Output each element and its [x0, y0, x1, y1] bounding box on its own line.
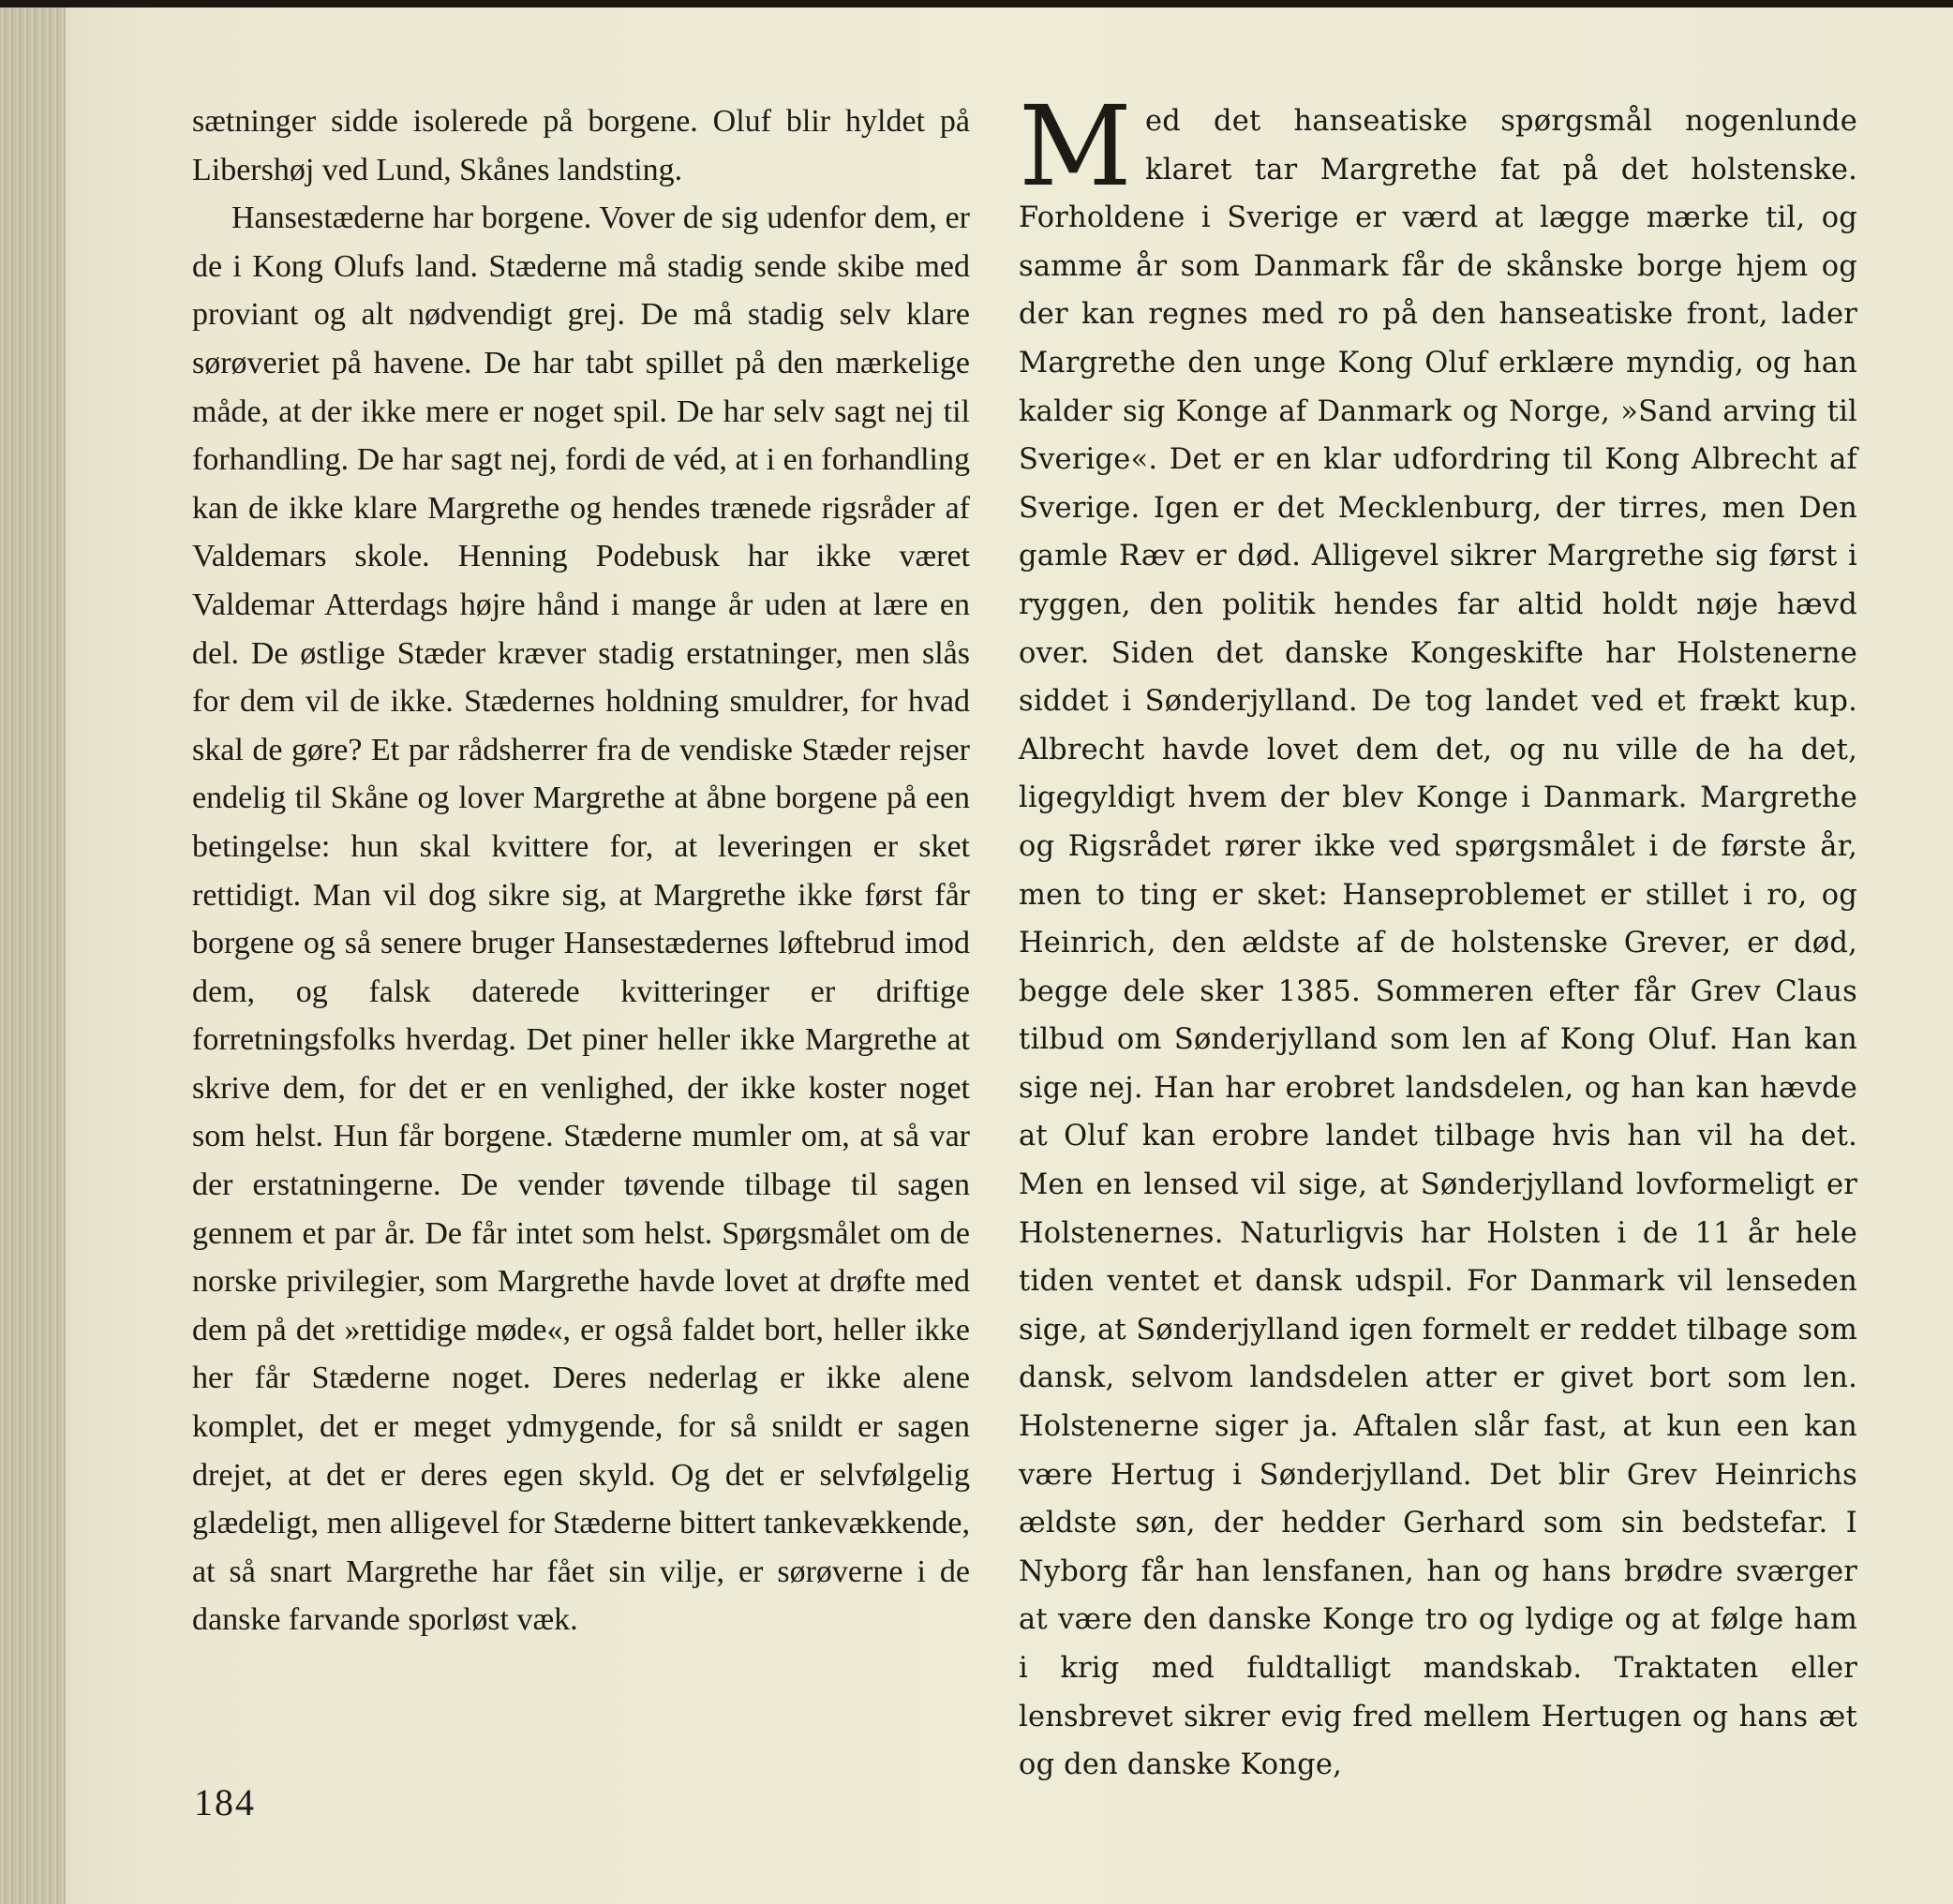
right-page-text — [1019, 82, 1857, 1790]
page-edges — [0, 0, 66, 1904]
right-paragraph-1 — [1019, 82, 1857, 1790]
left-paragraph-2: Hansestæderne har borgene. Vover de sig udenfor dem, er de i Kong Olufs land. Stæderne må stadig sende skibe med proviant og alt nødvendigt grej. De må stadig selv klare sørøveriet på havene. De har tabt spillet på den mærkelige måde, at der ikke mere er noget spil. De har selv sagt nej til forhandling. De har sagt nej, fordi de véd, at i en forhandling kan de ikke klare Margrethe og hendes trænede rigsråder af Valdemars skole. Henning Podebusk har ikke været Valdemar Atterdags højre hånd i mange år uden at lære en del. De østlige Stæder kræver stadig erstatninger, men slås for dem vil de ikke. Stædernes holdning smuldrer, for hvad skal de gøre? Et par rådsherrer fra de vendiske Stæder rejser endelig til Skåne og lover Margrethe at åbne borgene på een betingelse: hun skal kvittere for, at leveringen er sket rettidigt. Man vil dog sikre sig, at Margrethe ikke først får borgene og så senere bruger Hansestædernes løftebrud imod dem, og falsk daterede kvitteringer er driftige forretningsfolks hverdag. Det piner heller ikke Margrethe at skrive dem, for det er en venlighed, der ikke koster noget som helst. Hun får borgene. Stæderne mumler om, at så var der erstatningerne. De vender tøvende tilbage til sagen gennem et par år. De får intet som helst. Spørgsmålet om de norske privilegier, som Margrethe havde lovet at drøfte med dem på det »rettidige møde«, er også faldet bort, heller ikke her får Stæderne noget. Deres nederlag er ikke alene komplet, det er meget ydmygende, for så snildt er sagen drejet, at det er deres egen skyld. Og det er selvfølgelig glædeligt, men alligevel for Stæderne bittert tankevækkende, at så snart Margrethe har fået sin vilje, er sørøverne i de danske farvande sporløst væk. — [192, 201, 970, 1638]
right-paragraph-text: ed det hanseatiske spørgsmål nogenlunde klaret tar Margrethe fat på det holstenske. Forholdene i Sverige er værd at lægge mærke til, og samme år som Danmark får de skånske borge hjem og der kan regnes med ro på den hanseatiske front, lader Margrethe den unge Kong Oluf erklære myndig, og han kalder sig Konge af Danmark og Norge, »Sand arving til Sverige«. Det er en klar udfordring til Kong Albrecht af Sverige. Igen er det Mecklenburg, der tirres, men Den gamle Ræv er død. Alligevel sikrer Margrethe sig først i ryggen, den politik hendes far altid holdt nøje hævd over. Siden det danske Kongeskifte har Holstenerne siddet i Sønderjylland. De tog landet ved et frækt kup. Albrecht havde lovet dem det, og nu ville de ha det, ligegyldigt hvem der blev Konge i Danmark. Margrethe og Rigsrådet rører ikke ved spørgsmålet i de første år, men to ting er sket: Hanseproblemet er stillet i ro, og Heinrich, den ældste af de holstenske Grever, er død, begge dele sker 1385. Sommeren efter får Grev Claus tilbud om Sønderjylland som len af Kong Oluf. Han kan sige nej. Han har erobret landsdelen, og han kan hævde at Oluf kan erobre landet tilbage hvis han vil ha det. Men en lensed vil sige, at Sønderjylland lovformeligt er Holstenernes. Naturligvis har Holsten i de 11 år hele tiden ventet et dansk udspil. For Danmark vil lenseden sige, at Sønderjylland igen formelt er reddet tilbage som dansk, selvom landsdelen atter er givet bort som len. Holstenerne siger ja. Aftalen slår fast, at kun een kan være Hertug i Sønderjylland. Det blir Grev Heinrichs ældste søn, der hedder Gerhard som sin bedstefar. I Nyborg får han lensfanen, han og hans brødre sværger at være den danske Konge tro og lydige og at følge ham i krig med fuldtalligt mandskab. Traktaten eller lensbrevet sikrer evig fred mellem Hertugen og hans æt og den danske Konge, — [1019, 105, 1857, 1782]
left-paragraph-1: sætninger sidde isolerede på borgene. Oluf blir hyldet på Libershøj ved Lund, Skånes landsting. — [192, 104, 970, 187]
drop-cap: M — [1019, 82, 1133, 211]
left-page-text — [192, 97, 970, 1644]
top-shadow — [0, 0, 1953, 7]
page-number: 184 — [194, 1781, 256, 1823]
